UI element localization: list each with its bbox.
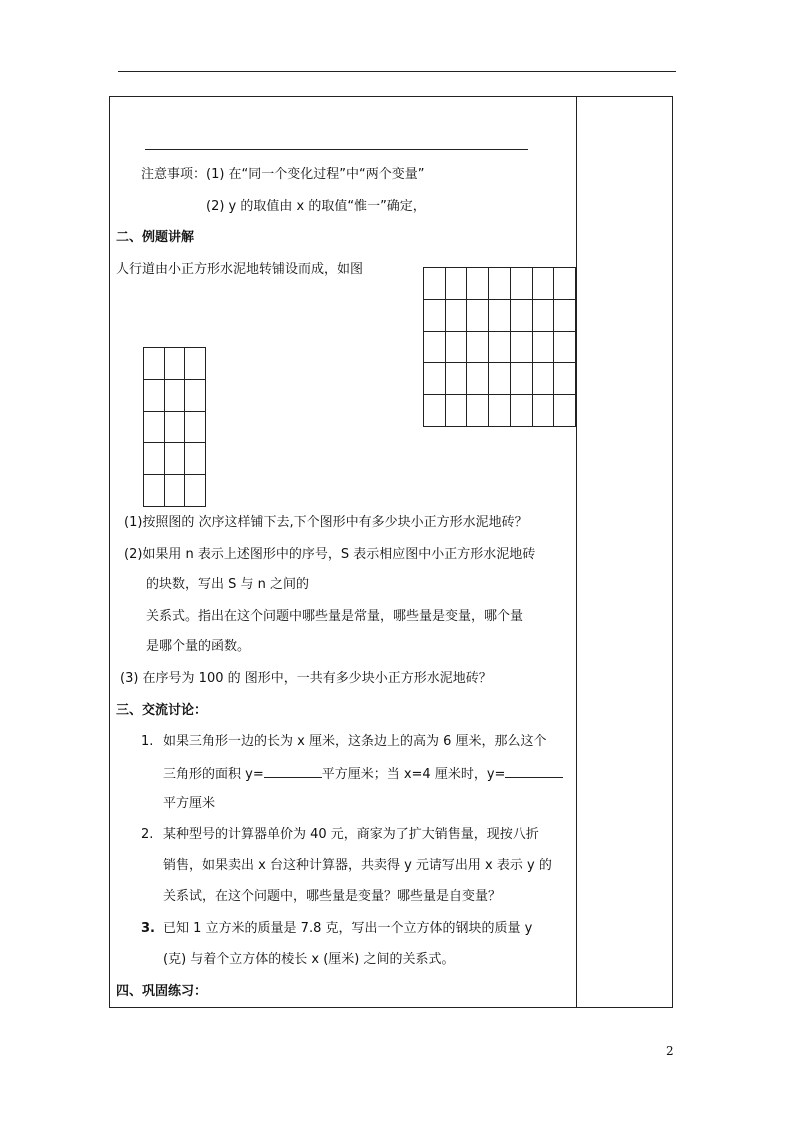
item-3-number: 3.	[141, 921, 155, 936]
question-2-line-3: 关系式。指出在这个问题中哪些量是常量，哪些量是变量，哪个量	[146, 609, 524, 624]
header-rule	[118, 71, 676, 72]
notes-line-1: 注意事项：(1) 在“同一个变化过程”中“两个变量”	[141, 167, 425, 182]
question-2-line-1: (2)如果用 n 表示上述图形中的序号，S 表示相应图中小正方形水泥地砖	[124, 547, 536, 562]
question-3: (3) 在序号为 100 的 图形中，一共有多少块小正方形水泥地砖？	[120, 671, 492, 686]
table-column-divider	[576, 97, 577, 1007]
answer-blank-2	[505, 764, 563, 778]
section-3-heading: 三、交流讨论：	[116, 703, 208, 718]
item-1-line-3: 平方厘米	[163, 796, 216, 811]
answer-blank-1	[264, 764, 322, 778]
tile-grid-large	[423, 267, 576, 427]
item-2-line-3: 关系试，在这个问题中，哪些量是变量？哪些量是自变量？	[163, 889, 502, 904]
item-1-number: 1.	[141, 734, 154, 749]
question-2-line-2: 的块数，写出 S 与 n 之间的	[146, 577, 310, 592]
item-2-number: 2.	[141, 827, 154, 842]
item-3-line-1: 已知 1 立方米的质量是 7.8 克，写出一个立方体的钢块的质量 y	[163, 921, 533, 936]
item-1-line-2b: 平方厘米；当 x=4 厘米时，y=	[321, 767, 506, 782]
section-4-heading: 四、巩固练习：	[116, 984, 208, 999]
example-intro: 人行道由小正方形水泥地转铺设而成，如图	[116, 262, 364, 277]
fill-in-blank-line	[145, 149, 528, 150]
notes-line-2: (2) y 的取值由 x 的取值“惟一”确定，	[206, 199, 426, 214]
item-2-line-1: 某种型号的计算器单价为 40 元，商家为了扩大销售量，现按八折	[163, 827, 539, 842]
item-3-line-2: (克) 与着个立方体的棱长 x (厘米) 之间的关系式。	[163, 952, 455, 967]
question-1: (1)按照图的 次序这样铺下去,下个图形中有多少块小正方形水泥地砖？	[124, 515, 528, 530]
page-number: 2	[666, 1044, 674, 1058]
item-2-line-2: 销售，如果卖出 x 台这种计算器，共卖得 y 元请写出用 x 表示 y 的	[163, 858, 552, 873]
question-2-line-4: 是哪个量的函数。	[146, 639, 251, 654]
tile-grid-small	[143, 347, 206, 507]
item-1-line-2a: 三角形的面积 y=	[163, 767, 264, 782]
item-1-line-1: 如果三角形一边的长为 x 厘米，这条边上的高为 6 厘米，那么这个	[163, 734, 547, 749]
item-1-line-2	[163, 764, 563, 784]
section-2-heading: 二、例题讲解	[116, 230, 195, 245]
